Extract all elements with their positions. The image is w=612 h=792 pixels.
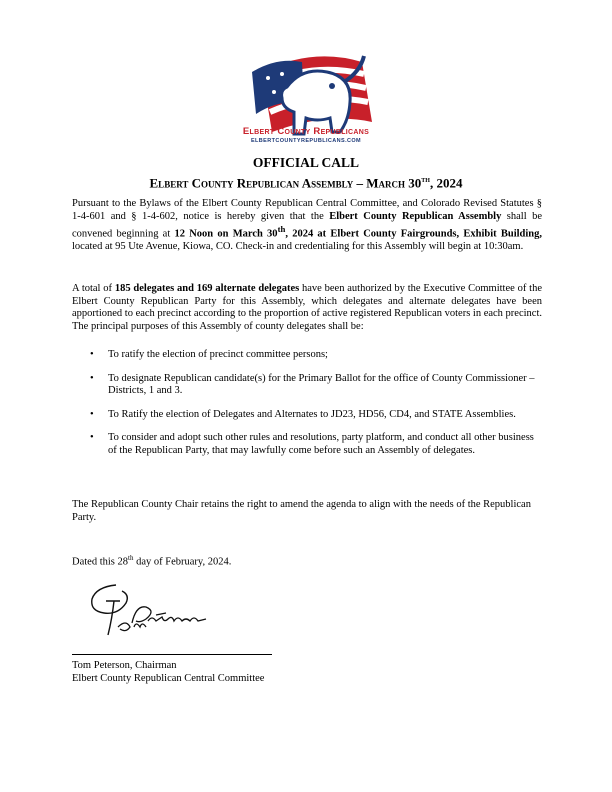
bullet-icon: • [90,372,94,384]
p2-bold-1: 185 delegates and 169 alternate delegates [114,283,300,294]
subtitle-main: Elbert County Republican Assembly – March 30 [149,175,422,191]
amend-paragraph: The Republican County Chair retains the right to amend the agenda to align with the needs of the Republican Party. [72,499,531,523]
dated-text-2: day of February, 2024. [133,556,232,568]
purposes-list [90,349,542,469]
purpose-text: To ratify the election of precinct committee persons; [108,349,328,360]
list-item [90,373,542,398]
signature-line [72,654,272,655]
p2-text-1: A total of [72,283,115,294]
purpose-text: To consider and adopt such other rules and resolutions, party platform, and conduct all other business of the Republican Party, that may lawfully come before such an Assembly of delegates. [108,432,534,456]
dated-sup: th [128,554,134,562]
p1-bold-sup-text: th [277,224,286,235]
bullet-icon: • [90,432,94,444]
document-title: OFFICIAL CALL [252,155,360,170]
logo-org-name: Elbert County Republicans [242,126,370,137]
subtitle-year: , 2024 [429,175,463,191]
p2-text-2: have been authorized by the Executive Committee of the Elbert County Republican Party for this Assembly, which delegates and alternate delegates have been apportioned to each precinct according to the proportion of active registered Republican voters in each precinct. The principal purposes of this Assembly of county delegates shall be: [72,283,542,332]
p1-text-1: Pursuant to the Bylaws of the Elbert County Republican Central Committee, and Colorado Revised Statutes § 1-4-601 and § 1-4-602, notice is hereby given that the [72,198,542,222]
purpose-text: To designate Republican candidate(s) for the Primary Ballot for the office of County Commissioner – Districts, 1 and 3. [108,372,535,397]
dated-text-1: Dated this 28 [72,556,128,568]
signer-committee: Elbert County Republican Central Committee [72,673,265,684]
p1-bold-2: 12 Noon on March 30 [174,228,278,240]
p1-text-3: located at 95 Ute Avenue, Kiowa, CO. Check-in and credentialing for this Assembly will begin at 10:30am. [72,241,524,253]
bullet-icon: • [90,408,94,420]
subtitle-sup: th [421,175,430,184]
signer-name-title: Tom Peterson, Chairman [72,660,177,671]
purpose-text: To Ratify the election of Delegates and Alternates to JD23, HD56, CD4, and STATE Assemblies. [108,408,516,420]
logo-url: ELBERTCOUNTYREPUBLICANS.COM [250,138,362,144]
signer-block [72,659,264,685]
list-item [90,349,542,362]
handwritten-signature [86,575,236,645]
bullet-icon: • [90,349,94,360]
document-subtitle [0,175,612,191]
p1-text-2: shall be convened beginning at [72,210,542,240]
p1-bold-1: Elbert County Republican Assembly [329,210,502,222]
notice-paragraph [72,198,542,254]
dated-line [72,554,231,568]
list-item [90,409,542,422]
delegates-paragraph [72,283,542,333]
p1-bold-3: , 2024 at Elbert County Fairgrounds, Exhibit Building, [285,228,542,240]
list-item [90,432,542,457]
